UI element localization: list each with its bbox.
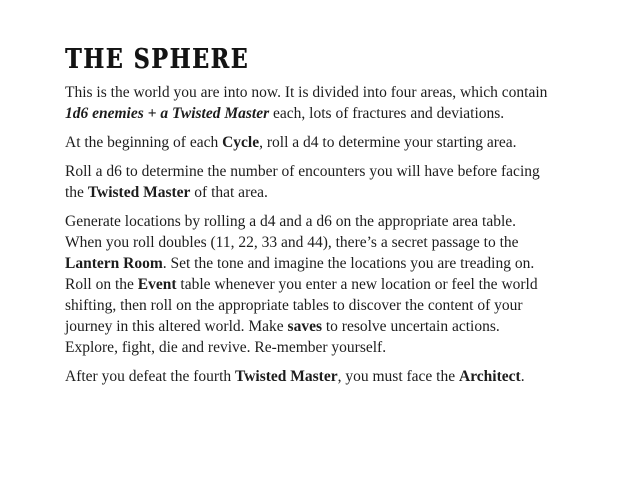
- text-line: [65, 103, 589, 124]
- paragraphs: [65, 82, 589, 387]
- paragraph: [65, 161, 589, 203]
- text-segment: Lantern Room: [65, 255, 163, 272]
- text-segment: This is the world you are into now. It is divided into four areas, which contain: [65, 84, 548, 101]
- page-title: THE SPHERE: [65, 44, 250, 75]
- text-segment: Twisted Master: [87, 184, 191, 201]
- text-line: [65, 232, 589, 253]
- text-line: [65, 316, 589, 337]
- text-line: [65, 366, 589, 387]
- text-line: [65, 161, 589, 182]
- text-segment: , you must face the: [337, 368, 459, 385]
- text-segment: . Set the tone and imagine the locations you are treading on.: [162, 255, 535, 272]
- page-content: [65, 44, 589, 387]
- text-segment: Twisted Master: [235, 368, 338, 385]
- text-segment: journey in this altered world. Make: [65, 318, 288, 335]
- text-segment: Roll a d6 to determine the number of encounters you will have before facing: [65, 163, 540, 180]
- text-segment: Roll on the: [65, 276, 138, 293]
- text-segment: of that area.: [190, 184, 268, 201]
- text-line: [65, 337, 589, 358]
- text-line: [65, 274, 589, 295]
- paragraph: [65, 366, 589, 387]
- text-line: [65, 295, 589, 316]
- text-segment: table whenever you enter a new location or feel the world: [176, 276, 538, 293]
- text-segment: each, lots of fractures and deviations.: [269, 105, 505, 122]
- text-segment: Event: [137, 276, 177, 293]
- text-segment: Generate locations by rolling a d4 and a d6 on the appropriate area table.: [65, 213, 517, 230]
- text-segment: Architect: [459, 368, 521, 385]
- text-segment: the: [65, 184, 88, 201]
- text-segment: saves: [287, 318, 322, 335]
- paragraph: [65, 132, 589, 153]
- text-segment: to resolve uncertain actions.: [322, 318, 500, 335]
- paragraph: [65, 211, 589, 358]
- text-segment: , roll a d4 to determine your starting area.: [259, 134, 517, 151]
- text-segment: 1d6 enemies + a Twisted Master: [65, 105, 270, 122]
- text-line: [65, 211, 589, 232]
- text-line: [65, 82, 589, 103]
- text-segment: After you defeat the fourth: [65, 368, 236, 385]
- text-segment: When you roll doubles (11, 22, 33 and 44), there’s a secret passage to the: [65, 234, 519, 251]
- text-segment: Explore, fight, die and revive. Re-member yourself.: [65, 339, 387, 356]
- text-segment: At the beginning of each: [65, 134, 223, 151]
- text-line: [65, 132, 589, 153]
- text-segment: shifting, then roll on the appropriate tables to discover the content of your: [65, 297, 523, 314]
- paragraph: [65, 82, 589, 124]
- text-segment: .: [520, 368, 525, 385]
- text-segment: Cycle: [222, 134, 260, 151]
- text-line: [65, 182, 589, 203]
- text-line: [65, 253, 589, 274]
